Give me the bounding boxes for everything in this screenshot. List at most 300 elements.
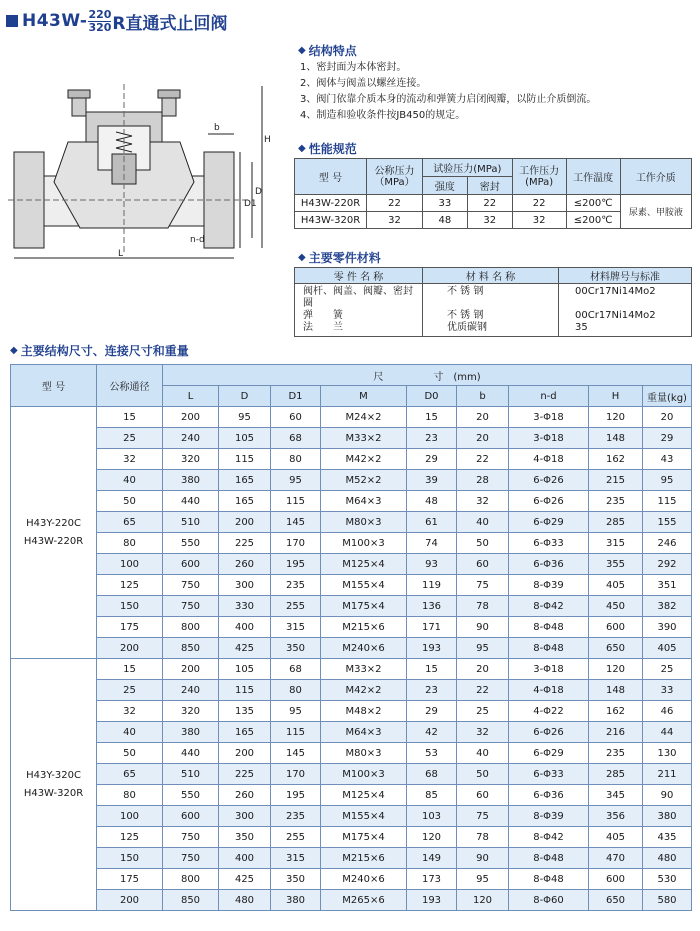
dims-cell: 20	[457, 407, 509, 428]
table-row	[11, 827, 692, 848]
perf-cell: H43W-220R	[295, 195, 367, 212]
dims-cell: 200	[97, 890, 163, 911]
dims-cell: 8-Φ39	[509, 575, 589, 596]
perf-cell: 33	[423, 195, 468, 212]
dims-cell: 53	[407, 743, 457, 764]
dims-cell: 115	[219, 449, 271, 470]
table-row	[11, 449, 692, 470]
dims-cell: M215×6	[321, 848, 407, 869]
dims-cell: 292	[643, 554, 692, 575]
dims-cell: 4-Φ18	[509, 449, 589, 470]
dims-cell: 20	[457, 428, 509, 449]
dims-cell: 90	[457, 848, 509, 869]
table-row	[11, 785, 692, 806]
dims-cell: 390	[643, 617, 692, 638]
dims-cell: 510	[163, 764, 219, 785]
perf-cell: 22	[367, 195, 423, 212]
dims-cell: 3-Φ18	[509, 428, 589, 449]
title-suffix: R直通式止回阀	[112, 13, 228, 34]
dims-cell: M155×4	[321, 575, 407, 596]
dims-cell: 50	[97, 491, 163, 512]
model-name: H43Y-220C	[26, 517, 81, 529]
dims-cell: 25	[643, 659, 692, 680]
dims-cell: M100×3	[321, 764, 407, 785]
dims-cell: 300	[219, 806, 271, 827]
dims-cell: 356	[589, 806, 643, 827]
dims-cell: 149	[407, 848, 457, 869]
table-row	[11, 848, 692, 869]
perf-cell: ≤200℃	[566, 212, 620, 229]
dims-cell: 15	[97, 407, 163, 428]
valve-section-drawing	[8, 82, 270, 264]
parts-header: 材 料 名 称	[423, 268, 559, 284]
dims-cell: 850	[163, 890, 219, 911]
perf-cell: 48	[423, 212, 468, 229]
dims-cell: 40	[97, 470, 163, 491]
dims-cell: 6-Φ29	[509, 512, 589, 533]
dims-cell: 240	[163, 428, 219, 449]
perf-cell: 32	[467, 212, 512, 229]
dims-cell: M240×6	[321, 869, 407, 890]
dims-cell: 425	[219, 638, 271, 659]
parts-cell: 不 锈 钢	[423, 284, 559, 311]
feature-item: 1、密封面为本体密封。	[300, 62, 407, 73]
dims-cell: 32	[457, 722, 509, 743]
table-row	[11, 554, 692, 575]
dims-cell: 15	[407, 659, 457, 680]
dims-cell: M33×2	[321, 659, 407, 680]
dims-cell: M175×4	[321, 596, 407, 617]
dims-cell: 580	[643, 890, 692, 911]
dims-cell: 260	[219, 554, 271, 575]
dims-cell: 550	[163, 533, 219, 554]
dims-cell: 6-Φ26	[509, 491, 589, 512]
dims-cell: 380	[271, 890, 321, 911]
dims-header-d0: D0	[407, 386, 457, 407]
dims-cell: 6-Φ26	[509, 722, 589, 743]
dims-cell: 195	[271, 785, 321, 806]
dims-cell: 750	[163, 827, 219, 848]
dims-cell: 95	[643, 470, 692, 491]
dims-cell: 42	[407, 722, 457, 743]
dims-cell: M52×2	[321, 470, 407, 491]
label-nd: n-d	[190, 235, 205, 245]
dims-cell: 216	[589, 722, 643, 743]
dims-cell: 75	[457, 575, 509, 596]
dims-cell: 380	[163, 722, 219, 743]
dims-cell: 90	[643, 785, 692, 806]
dims-cell: 8-Φ48	[509, 848, 589, 869]
features-list	[300, 60, 596, 124]
dims-cell: 165	[219, 470, 271, 491]
dims-cell: 75	[457, 806, 509, 827]
dims-cell: 170	[271, 533, 321, 554]
parts-header: 零 件 名 称	[295, 268, 423, 284]
dims-cell: M80×3	[321, 512, 407, 533]
dims-cell: 29	[643, 428, 692, 449]
dims-cell: 40	[457, 512, 509, 533]
dims-cell: 440	[163, 491, 219, 512]
perf-cell: ≤200℃	[566, 195, 620, 212]
dims-cell: 165	[219, 722, 271, 743]
dims-cell: 15	[97, 659, 163, 680]
dims-cell: 255	[271, 827, 321, 848]
parts-cell: 弹 簧	[295, 310, 423, 322]
dims-cell: 68	[271, 428, 321, 449]
dims-cell: 60	[457, 554, 509, 575]
dims-cell: 46	[643, 701, 692, 722]
table-row	[11, 617, 692, 638]
diamond-icon: ◆	[298, 143, 306, 154]
dims-cell: 148	[589, 680, 643, 701]
dims-cell: 115	[271, 722, 321, 743]
perf-cell: 22	[512, 195, 566, 212]
dims-cell: 115	[643, 491, 692, 512]
dims-cell: 22	[457, 449, 509, 470]
dims-cell: 119	[407, 575, 457, 596]
dims-cell: 23	[407, 680, 457, 701]
dims-header-dn: 公称通径	[97, 365, 163, 407]
dims-cell: 315	[271, 617, 321, 638]
dims-header-model: 型 号	[11, 365, 97, 407]
parts-heading-text: 主要零件材料	[308, 251, 381, 265]
dims-cell: 6-Φ36	[509, 554, 589, 575]
dims-cell: 8-Φ48	[509, 869, 589, 890]
dims-cell: M125×4	[321, 554, 407, 575]
dims-cell: 162	[589, 701, 643, 722]
dims-header-m: M	[321, 386, 407, 407]
dims-cell: 115	[219, 680, 271, 701]
perf-cell: 32	[367, 212, 423, 229]
dims-cell: 155	[643, 512, 692, 533]
dims-cell: 20	[457, 659, 509, 680]
title-prefix: H43W-	[22, 11, 88, 31]
dims-cell: 400	[219, 617, 271, 638]
dims-cell: 175	[97, 869, 163, 890]
dims-cell: 380	[643, 806, 692, 827]
perf-header-model: 型 号	[295, 159, 367, 195]
dims-cell: 225	[219, 533, 271, 554]
dims-cell: 315	[589, 533, 643, 554]
dims-cell: 350	[271, 869, 321, 890]
dims-cell: 6-Φ36	[509, 785, 589, 806]
dims-header-weight: 重量(kg)	[643, 386, 692, 407]
dims-cell: 6-Φ33	[509, 533, 589, 554]
dims-cell: 330	[219, 596, 271, 617]
dims-cell: 6-Φ29	[509, 743, 589, 764]
performance-heading-text: 性能规范	[308, 142, 357, 156]
title-frac-top: 220	[88, 7, 112, 21]
dims-cell: 32	[97, 701, 163, 722]
dims-header-d: D	[219, 386, 271, 407]
model-name: H43W-220R	[23, 535, 84, 547]
dims-cell: 200	[97, 638, 163, 659]
dims-cell: 193	[407, 638, 457, 659]
dims-cell: 50	[457, 533, 509, 554]
title-frac-bottom: 320	[88, 20, 112, 34]
features-heading	[298, 42, 357, 59]
dims-cell: 44	[643, 722, 692, 743]
dims-cell: 162	[589, 449, 643, 470]
dims-cell: 95	[457, 869, 509, 890]
dims-cell: 3-Φ18	[509, 407, 589, 428]
table-row	[11, 722, 692, 743]
dims-cell: 135	[219, 701, 271, 722]
dims-cell: 8-Φ60	[509, 890, 589, 911]
dims-header-size: 尺 寸 (mm)	[163, 365, 692, 386]
parts-cell: 阀杆、阀盖、阀瓣、密封圈	[295, 284, 423, 311]
dims-cell: 382	[643, 596, 692, 617]
dims-cell: 405	[643, 638, 692, 659]
feature-item: 3、阀门依靠介质本身的流动和弹簧力启闭阀瓣，以防止介质倒流。	[300, 94, 597, 105]
dims-cell: M48×2	[321, 701, 407, 722]
label-d1: D1	[244, 199, 257, 209]
dims-cell: 8-Φ42	[509, 827, 589, 848]
dims-cell: 650	[589, 890, 643, 911]
table-row	[11, 533, 692, 554]
dims-cell: 150	[97, 596, 163, 617]
dims-cell: 4-Φ18	[509, 680, 589, 701]
dims-cell: 33	[643, 680, 692, 701]
dims-cell: 136	[407, 596, 457, 617]
dims-cell: 350	[271, 638, 321, 659]
perf-header-work-pressure: 工作压力 (MPa)	[512, 159, 566, 195]
dims-cell: 8-Φ42	[509, 596, 589, 617]
dims-cell: 435	[643, 827, 692, 848]
dims-cell: M64×3	[321, 722, 407, 743]
dims-cell: 85	[407, 785, 457, 806]
dims-cell: 600	[163, 806, 219, 827]
dims-cell: 50	[97, 743, 163, 764]
dims-cell: 193	[407, 890, 457, 911]
dims-cell: 600	[163, 554, 219, 575]
perf-header-temp: 工作温度	[566, 159, 620, 195]
dims-cell: 93	[407, 554, 457, 575]
dims-cell: 80	[271, 680, 321, 701]
dims-cell: M215×6	[321, 617, 407, 638]
model-name: H43Y-320C	[26, 769, 81, 781]
dims-cell: 350	[219, 827, 271, 848]
dims-cell: 345	[589, 785, 643, 806]
dims-cell: 100	[97, 806, 163, 827]
dims-cell: 40	[97, 722, 163, 743]
dims-cell: 405	[589, 575, 643, 596]
dims-cell: M64×3	[321, 491, 407, 512]
dims-cell: 480	[643, 848, 692, 869]
dims-cell: M265×6	[321, 890, 407, 911]
dims-cell: 74	[407, 533, 457, 554]
dims-cell: 60	[271, 407, 321, 428]
dims-cell: 39	[407, 470, 457, 491]
dims-cell: 6-Φ33	[509, 764, 589, 785]
label-d: D	[255, 187, 262, 197]
dims-cell-model	[11, 659, 97, 911]
table-row	[11, 764, 692, 785]
dims-cell: 255	[271, 596, 321, 617]
table-row	[11, 491, 692, 512]
table-row	[11, 596, 692, 617]
parts-cell: 35	[559, 322, 692, 336]
model-name: H43W-320R	[23, 787, 84, 799]
dims-cell: 440	[163, 743, 219, 764]
dims-header-h: H	[589, 386, 643, 407]
dims-cell: 150	[97, 848, 163, 869]
dimensions-table-body	[11, 407, 692, 911]
dims-cell: 200	[163, 407, 219, 428]
dims-cell: 32	[97, 449, 163, 470]
dims-cell: 78	[457, 596, 509, 617]
dims-cell: 50	[457, 764, 509, 785]
parts-header: 材料牌号与标准	[559, 268, 692, 284]
dims-cell: 425	[219, 869, 271, 890]
dims-cell: M42×2	[321, 449, 407, 470]
dims-cell: 315	[271, 848, 321, 869]
dims-cell: 80	[271, 449, 321, 470]
perf-header-pn: 公称压力 （MPa）	[367, 159, 423, 195]
dims-cell: 215	[589, 470, 643, 491]
dims-cell: 105	[219, 659, 271, 680]
feature-item: 4、制造和验收条件按JB450的规定。	[300, 110, 466, 121]
dims-cell: 29	[407, 701, 457, 722]
parts-cell: 法 兰	[295, 322, 423, 336]
dims-cell: 200	[163, 659, 219, 680]
dims-cell: 285	[589, 764, 643, 785]
dims-cell: 22	[457, 680, 509, 701]
table-row	[11, 680, 692, 701]
perf-cell-medium: 尿素、甲胺液	[620, 195, 691, 229]
table-row	[11, 428, 692, 449]
dims-cell: 170	[271, 764, 321, 785]
diamond-icon: ◆	[298, 45, 306, 56]
dimensions-table	[10, 364, 692, 911]
dims-cell: 530	[643, 869, 692, 890]
table-row	[11, 407, 692, 428]
label-l: L	[118, 249, 124, 259]
dims-cell: 115	[271, 491, 321, 512]
dims-cell: 145	[271, 512, 321, 533]
dims-cell: 260	[219, 785, 271, 806]
dims-cell: 246	[643, 533, 692, 554]
dims-cell: 25	[97, 428, 163, 449]
dims-cell: 125	[97, 575, 163, 596]
perf-header-strength: 强度	[423, 177, 468, 195]
performance-heading	[298, 140, 357, 157]
dims-cell: 148	[589, 428, 643, 449]
dims-cell: 800	[163, 869, 219, 890]
dims-cell: M33×2	[321, 428, 407, 449]
dims-cell: 351	[643, 575, 692, 596]
dimensions-heading	[10, 342, 189, 359]
dims-cell: 200	[219, 743, 271, 764]
dims-header-nd: n-d	[509, 386, 589, 407]
title-fraction	[88, 9, 111, 34]
dims-cell: 405	[589, 827, 643, 848]
perf-cell: 32	[512, 212, 566, 229]
dims-cell: 235	[271, 575, 321, 596]
parts-cell: 00Cr17Ni14Mo2	[559, 284, 692, 311]
dims-cell: 23	[407, 428, 457, 449]
dims-cell: 40	[457, 743, 509, 764]
perf-cell: H43W-320R	[295, 212, 367, 229]
dims-cell: 15	[407, 407, 457, 428]
dims-cell: 750	[163, 575, 219, 596]
dims-cell: 61	[407, 512, 457, 533]
dims-cell: 750	[163, 848, 219, 869]
dims-cell: 510	[163, 512, 219, 533]
dims-cell: 60	[457, 785, 509, 806]
dims-cell: 800	[163, 617, 219, 638]
square-bullet-icon	[6, 15, 18, 27]
dims-cell: 200	[219, 512, 271, 533]
table-row	[11, 890, 692, 911]
table-row	[11, 575, 692, 596]
dims-cell: 8-Φ48	[509, 638, 589, 659]
table-row	[11, 638, 692, 659]
perf-cell: 22	[467, 195, 512, 212]
dims-cell: 480	[219, 890, 271, 911]
dims-cell: 130	[643, 743, 692, 764]
performance-table	[294, 158, 692, 229]
dims-cell: 225	[219, 764, 271, 785]
parts-heading	[298, 249, 381, 266]
dims-cell: 65	[97, 764, 163, 785]
dims-cell: 240	[163, 680, 219, 701]
dims-cell: 25	[97, 680, 163, 701]
parts-cell: 00Cr17Ni14Mo2	[559, 310, 692, 322]
dims-cell: 78	[457, 827, 509, 848]
dims-cell: 125	[97, 827, 163, 848]
table-row	[11, 743, 692, 764]
dims-cell: 320	[163, 701, 219, 722]
dims-cell: 470	[589, 848, 643, 869]
dims-cell: 750	[163, 596, 219, 617]
dims-cell: 171	[407, 617, 457, 638]
dims-cell: 8-Φ48	[509, 617, 589, 638]
table-row	[11, 701, 692, 722]
features-heading-text: 结构特点	[308, 44, 357, 58]
dims-cell: 68	[271, 659, 321, 680]
dims-cell: 173	[407, 869, 457, 890]
dims-cell: 450	[589, 596, 643, 617]
dims-cell: 235	[589, 743, 643, 764]
diamond-icon: ◆	[10, 345, 18, 356]
dims-cell: 355	[589, 554, 643, 575]
dims-cell: 195	[271, 554, 321, 575]
perf-header-seal: 密封	[467, 177, 512, 195]
dims-cell: 95	[271, 470, 321, 491]
perf-header-medium: 工作介质	[620, 159, 691, 195]
dims-cell: 600	[589, 869, 643, 890]
dims-cell: 6-Φ26	[509, 470, 589, 491]
dims-cell: 95	[271, 701, 321, 722]
dims-header-l: L	[163, 386, 219, 407]
dims-cell: 175	[97, 617, 163, 638]
dims-cell: M80×3	[321, 743, 407, 764]
dims-cell: 80	[97, 533, 163, 554]
dims-cell: 235	[589, 491, 643, 512]
parts-table	[294, 267, 692, 337]
dims-cell: 105	[219, 428, 271, 449]
table-row	[11, 659, 692, 680]
dims-cell: 600	[589, 617, 643, 638]
dims-cell: 380	[163, 470, 219, 491]
dims-cell: M240×6	[321, 638, 407, 659]
dims-cell: 235	[271, 806, 321, 827]
dims-cell: 145	[271, 743, 321, 764]
table-row	[11, 806, 692, 827]
dims-cell: 4-Φ22	[509, 701, 589, 722]
dims-cell: 120	[589, 407, 643, 428]
